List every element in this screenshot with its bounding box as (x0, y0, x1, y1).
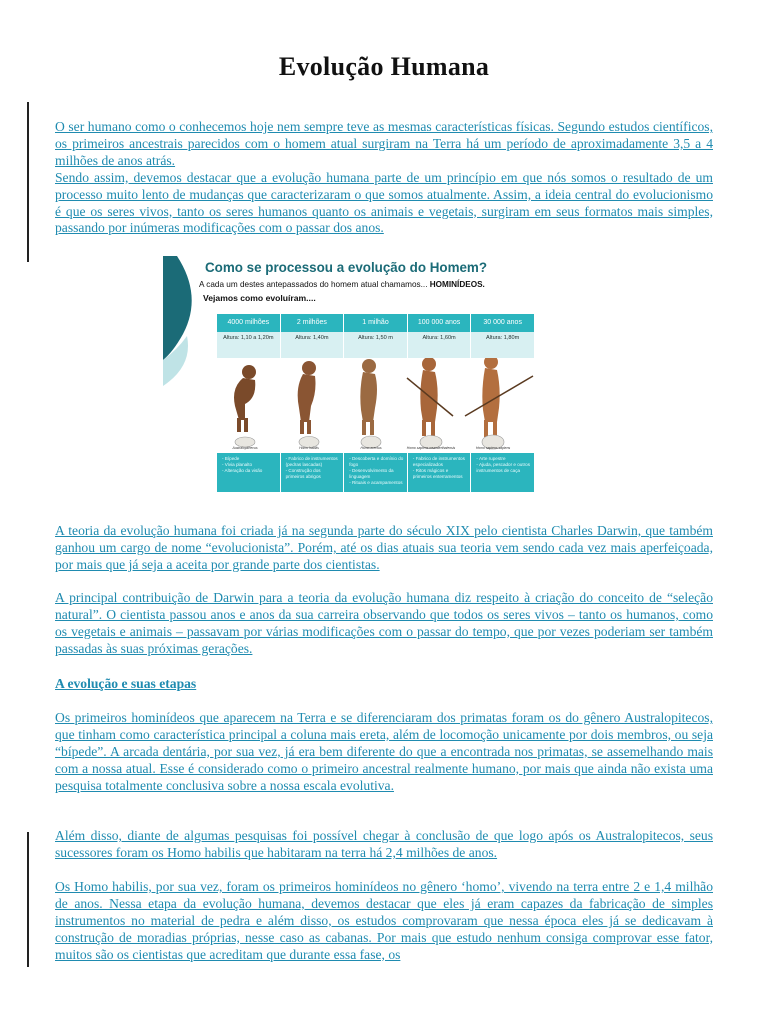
period-cell: 4000 milhões (217, 314, 281, 332)
infographic-subtitle: A cada um destes antepassados do homem atual chamamos... HOMINÍDEOS. (199, 280, 485, 289)
intro-paragraph-2[interactable]: Sendo assim, devemos destacar que a evolução humana parte de um princípio em que nós somos o resultado de um processo muito lento de mudanças que caracterizaram o que somos atualmente. Assim, a ideia central do evolucionismo é que os seres vivos, tanto os seres humanos quanto os animais e vegetais, surgiram em seus formatos mais simples, passando por inúmeras modificações com o passar dos anos. (55, 169, 713, 236)
period-cell: 2 milhões (281, 314, 345, 332)
period-cell: 100 000 anos (408, 314, 472, 332)
paragraph-habilis-intro[interactable]: Além disso, diante de algumas pesquisas foi possível chegar à conclusão de que logo após os Australopitecos, seus sucessores foram os Homo habilis que habitaram na terra há 2,4 milhões de anos. (55, 828, 713, 860)
hominid-figure (298, 361, 316, 434)
note-cell: - Bípede - Vivia planalto - Alteração da visão (217, 453, 281, 492)
height-cell: Altura: 1,40m (281, 332, 345, 358)
species-label: Homo habilis (299, 446, 319, 450)
australopithecus-section (55, 710, 713, 795)
hominid-figure (407, 358, 453, 436)
species-label: Homo erectus (360, 446, 382, 450)
species-label: Homo sapiens sapiens (475, 446, 511, 450)
height-cell: Altura: 1,80m (471, 332, 535, 358)
hominid-figure (465, 358, 533, 437)
hominid-illustration (217, 358, 535, 450)
paragraph-darwin[interactable]: A teoria da evolução humana foi criada já na segunda parte do século XIX pelo cientista Charles Darwin, que também ganhou um cargo de nome “evolucionista”. Porém, até os dias atuais sua teoria vem sendo cada vez mais aperfeiçoada, por mais que já seja a aceita por grande parte dos cientistas. (55, 523, 713, 572)
page-title: Evolução Humana (278, 52, 490, 81)
period-cell: 1 milhão (344, 314, 408, 332)
infographic-title: Como se processou a evolução do Homem? (205, 260, 488, 275)
period-grid (217, 314, 535, 358)
paragraph-habilis[interactable]: Os Homo habilis, por sua vez, foram os primeiros hominídeos no gênero ‘homo’, vivendo na terra entre 2 e 1,4 milhão de anos. Nessa etapa da evolução humana, devemos destacar que eles já eram capazes da fabricação de simples instrumentos no material de pedra e além disso, os estudos comprovaram que nessa época eles já se dedicavam à construção de moradias próprias, nesse caso as cabanas. Por mais que estudo nenhum consiga comprovar esse fator, muitos são os cientistas que acreditam que durante essa fase, os (55, 879, 713, 962)
species-label: Australopithecus (232, 446, 258, 450)
hominid-figure (360, 359, 377, 435)
left-margin-bar (27, 102, 29, 262)
height-cell: Altura: 1,60m (408, 332, 472, 358)
intro-paragraph[interactable]: O ser humano como o conhecemos hoje nem sempre teve as mesmas características físicas. Segundo estudos científicos, os primeiros ancestrais parecidos com o homem atual surgiram na Terra há um período de aproximadamente 3,5 a 4 milhões de anos atrás. (55, 119, 713, 168)
selection-section (55, 590, 713, 658)
period-cell: 30 000 anos (471, 314, 535, 332)
paragraph-natural-selection[interactable]: A principal contribuição de Darwin para a teoria da evolução humana diz respeito à criação do conceito de “seleção natural”. O cientista passou anos e anos da sua carreira observando que todos os seres vivos – tanto os humanos, como os vegetais e animais – passavam por várias modificações com o passar do tempo, que por vezes poderiam ser também passadas às suas próximas gerações. (55, 590, 713, 656)
notes-grid (217, 453, 535, 492)
intro-section (55, 119, 713, 237)
note-cell: - Descoberta e domínio do fogo - Desenvolvimento da linguagem - Rituais e acampamentos (344, 453, 408, 492)
section-heading[interactable]: A evolução e suas etapas (55, 676, 197, 691)
evolution-infographic (163, 256, 543, 496)
paragraph-australopithecus[interactable]: Os primeiros hominídeos que aparecem na Terra e se diferenciaram dos primatas foram os do gênero Australopitecos, que tinham como característica principal a coluna mais ereta, além de locomoção unicamente por dois membros, ou seja “bípede”. A arcada dentária, por sua vez, já era bem diferente do que a encontrada nos primatas, se assemelhando mais com a nossa atual. Esse é considerado como o primeiro ancestral realmente humano, por mais que ainda não exista uma pesquisa totalmente conclusiva sobre a nossa escala evolutiva. (55, 710, 713, 793)
note-cell: - Fabrico de instrumentos (pedras lascadas) - Construção dos primeiros abrigos (281, 453, 345, 492)
height-cell: Altura: 1,50 m (344, 332, 408, 358)
infographic-decoration (163, 256, 203, 386)
habilis-section (55, 879, 713, 965)
infographic-subtitle-2: Vejamos como evoluíram.... (203, 293, 316, 303)
note-cell: - Arte rupestre - Ajuda, pescador e outros instrumentos de caça (471, 453, 535, 492)
height-cell: Altura: 1,10 a 1,20m (217, 332, 281, 358)
habilis-intro-section (55, 828, 713, 862)
hominid-figure (234, 365, 256, 432)
note-cell: - Fabrico de instrumentos especializados - Ritos mágicos e primeiros enterramentos (408, 453, 472, 492)
species-label: Homo sapiens neanderthalensis (406, 446, 456, 450)
darwin-section (55, 523, 713, 574)
left-margin-bar (27, 832, 29, 967)
